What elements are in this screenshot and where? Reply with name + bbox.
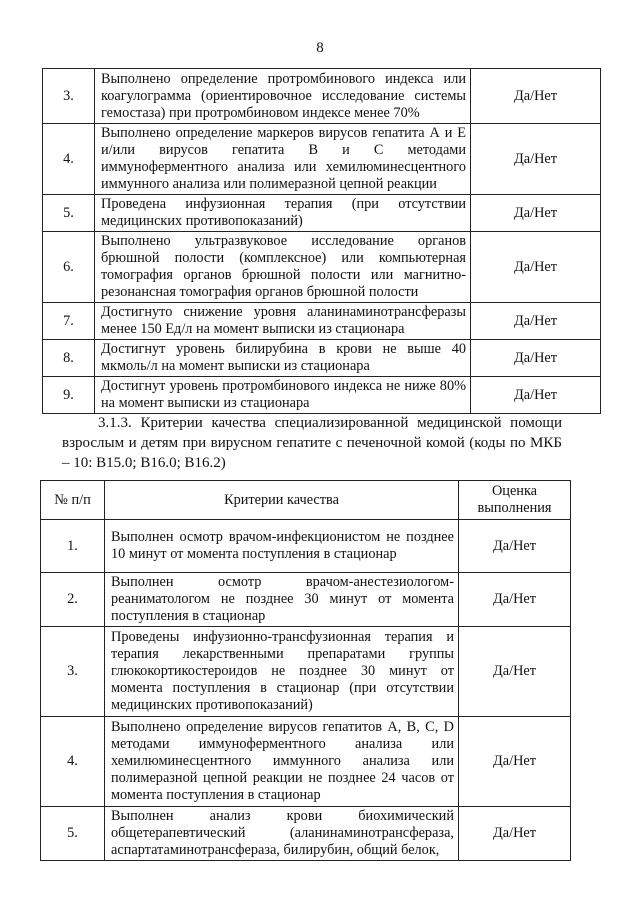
row-number: 5. <box>41 807 105 861</box>
row-number: 6. <box>43 232 95 303</box>
criterion-text: Выполнено определение протромбинового индекса или коагулограмма (ориентировочное исследование системы гемостаза) при протромбиновом индексе менее 70% <box>95 69 471 124</box>
quality-criteria-table <box>40 480 571 861</box>
assessment-value: Да/Нет <box>471 232 601 303</box>
row-number: 1. <box>41 520 105 573</box>
row-number: 9. <box>43 377 95 414</box>
row-number: 3. <box>41 627 105 717</box>
page-number: 8 <box>316 40 324 56</box>
assessment-value: Да/Нет <box>459 573 571 627</box>
assessment-value: Да/Нет <box>459 520 571 573</box>
assessment-value: Да/Нет <box>471 124 601 195</box>
table-row <box>43 195 601 232</box>
table-row <box>41 520 571 573</box>
criterion-text: Выполнено ультразвуковое исследование органов брюшной полости (комплексное) или компьютерная томография органов брюшной полости или магнитно-резонансная томография органов брюшной полости <box>95 232 471 303</box>
table-row <box>43 340 601 377</box>
assessment-value: Да/Нет <box>459 717 571 807</box>
table-header-row <box>41 481 571 520</box>
criterion-text: Достигнуто снижение уровня аланинаминотрансферазы менее 150 Ед/л на момент выписки из стационара <box>95 303 471 340</box>
assessment-value: Да/Нет <box>471 195 601 232</box>
table-row <box>43 69 601 124</box>
row-number: 4. <box>43 124 95 195</box>
table-row <box>41 573 571 627</box>
assessment-value: Да/Нет <box>459 807 571 861</box>
header-assessment: Оценка выполнения <box>459 481 571 520</box>
quality-criteria-table-continued <box>42 68 601 414</box>
row-number: 4. <box>41 717 105 807</box>
assessment-value: Да/Нет <box>471 377 601 414</box>
section-heading: 3.1.3. Критерии качества специализированной медицинской помощи взрослым и детям при вирусном гепатите с печеночной комой (коды по МКБ – 10: B15.0; B16.0; B16.2) <box>62 415 562 471</box>
criterion-text: Выполнен анализ крови биохимический общетерапевтический (аланинаминотрансфераза, аспартатаминотрансфераза, билирубин, общий белок, <box>105 807 459 861</box>
table-row <box>41 807 571 861</box>
criterion-text: Достигнут уровень протромбинового индекса не ниже 80% на момент выписки из стационара <box>95 377 471 414</box>
table-row <box>43 232 601 303</box>
criterion-text: Выполнен осмотр врачом-анестезиологом-реаниматологом не позднее 30 минут от момента поступления в стационар <box>105 573 459 627</box>
assessment-value: Да/Нет <box>471 69 601 124</box>
row-number: 5. <box>43 195 95 232</box>
criterion-text: Проведена инфузионная терапия (при отсутствии медицинских противопоказаний) <box>95 195 471 232</box>
table-row <box>43 377 601 414</box>
table-row <box>43 124 601 195</box>
row-number: 7. <box>43 303 95 340</box>
criterion-text: Выполнено определение вирусов гепатитов А, В, С, D методами иммуноферментного анализа или хемилюминесцентного иммунного анализа или полимеразной цепной реакции не позднее 24 часов от момента поступления в стационар <box>105 717 459 807</box>
criterion-text: Выполнен осмотр врачом-инфекционистом не позднее 10 минут от момента поступления в стационар <box>105 520 459 573</box>
row-number: 8. <box>43 340 95 377</box>
row-number: 3. <box>43 69 95 124</box>
table-row <box>41 627 571 717</box>
table-row <box>41 717 571 807</box>
criterion-text: Выполнено определение маркеров вирусов гепатита А и Е и/или вирусов гепатита В и С методами иммуноферментного анализа или хемилюминесцентного иммунного анализа или полимеразной цепной реакции <box>95 124 471 195</box>
criterion-text: Достигнут уровень билирубина в крови не выше 40 мкмоль/л на момент выписки из стационара <box>95 340 471 377</box>
header-number: № п/п <box>41 481 105 520</box>
criterion-text: Проведены инфузионно-трансфузионная терапия и терапия лекарственными препаратами группы глюкокортикостероидов не позднее 30 минут от момента поступления в стационар (при отсутствии медицинских противопоказаний) <box>105 627 459 717</box>
assessment-value: Да/Нет <box>459 627 571 717</box>
assessment-value: Да/Нет <box>471 340 601 377</box>
table-row <box>43 303 601 340</box>
assessment-value: Да/Нет <box>471 303 601 340</box>
header-criteria: Критерии качества <box>105 481 459 520</box>
row-number: 2. <box>41 573 105 627</box>
